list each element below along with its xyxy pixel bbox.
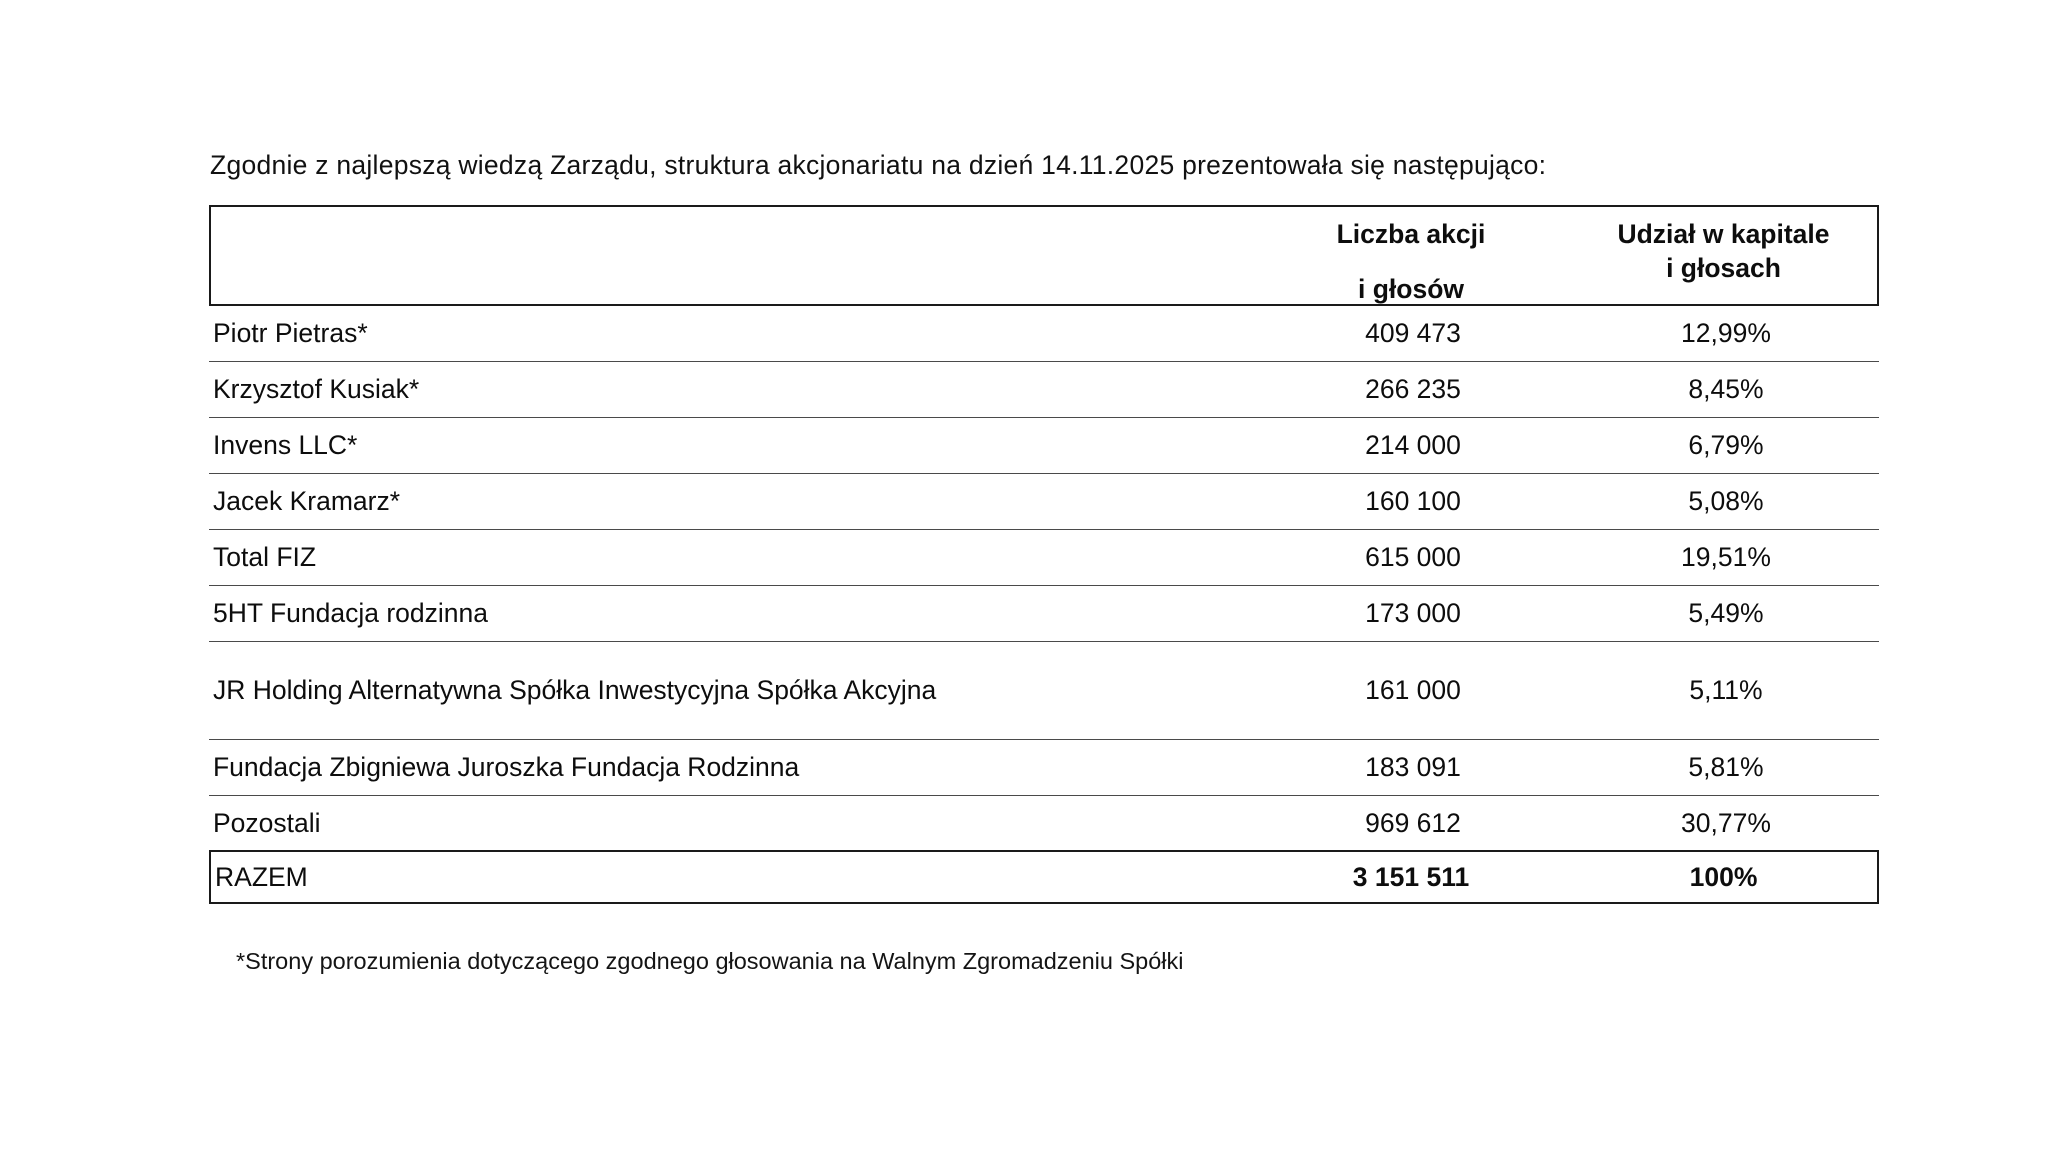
row-shareholder-name: JR Holding Alternatywna Spółka Inwestycyjna Spółka Akcyjna [213,675,937,705]
row-shares-count: 214 000 [1365,430,1461,460]
table-row [209,796,1879,852]
table-row [209,740,1879,796]
row-shareholder-name: 5HT Fundacja rodzinna [213,598,488,628]
footnote-text: *Strony porozumienia dotyczącego zgodnego głosowania na Walnym Zgromadzeniu Spółki [236,948,1184,974]
table-row [209,642,1879,740]
table-row [209,530,1879,586]
row-shareholder-name: Fundacja Zbigniewa Juroszka Fundacja Rodzinna [213,752,800,782]
table-row [209,418,1879,474]
row-shareholder-name: Invens LLC* [213,430,358,460]
table-total-row [209,850,1879,904]
row-shares-count: 173 000 [1365,598,1461,628]
row-shares-count: 266 235 [1365,374,1461,404]
table-row [209,586,1879,642]
row-stake-percent: 6,79% [1688,430,1764,460]
row-shares-count: 161 000 [1365,675,1461,705]
header-shareholder [211,207,1251,304]
row-shareholder-name: Krzysztof Kusiak* [213,374,420,404]
row-shares-count: 409 473 [1365,318,1461,348]
row-shareholder-name: Pozostali [213,808,321,838]
row-stake-percent: 30,77% [1681,808,1771,838]
row-shareholder-name: Jacek Kramarz* [213,486,401,516]
total-label: RAZEM [215,861,308,892]
row-stake-percent: 5,81% [1688,752,1764,782]
row-stake-percent: 12,99% [1681,318,1771,348]
table-row [209,306,1879,362]
header-shares-line1: Liczba akcji [1336,219,1486,249]
row-shares-count: 969 612 [1365,808,1461,838]
header-shares-line2: i głosów [1358,273,1464,304]
row-stake-percent: 19,51% [1681,542,1771,572]
row-stake-percent: 8,45% [1688,374,1764,404]
table-row [209,362,1879,418]
table-header-row [209,205,1879,306]
header-stake-line1: Udział w kapitale [1617,219,1830,249]
header-stake [1571,207,1876,304]
row-shares-count: 183 091 [1365,752,1461,782]
row-shares-count: 615 000 [1365,542,1461,572]
row-stake-percent: 5,08% [1688,486,1764,516]
total-stake-percent: 100% [1689,861,1758,892]
table-row [209,474,1879,530]
row-stake-percent: 5,49% [1688,598,1764,628]
row-stake-percent: 5,11% [1689,675,1763,705]
header-shares [1251,207,1571,304]
row-shareholder-name: Piotr Pietras* [213,318,368,348]
shareholder-table [209,205,1879,904]
row-shares-count: 160 100 [1365,486,1461,516]
intro-sentence: Zgodnie z najlepszą wiedzą Zarządu, struktura akcjonariatu na dzień 14.11.2025 prezentowała się następująco: [210,150,1547,180]
header-stake-line2: i głosach [1666,252,1781,283]
row-shareholder-name: Total FIZ [213,542,317,572]
total-shares-count: 3 151 511 [1352,861,1470,892]
